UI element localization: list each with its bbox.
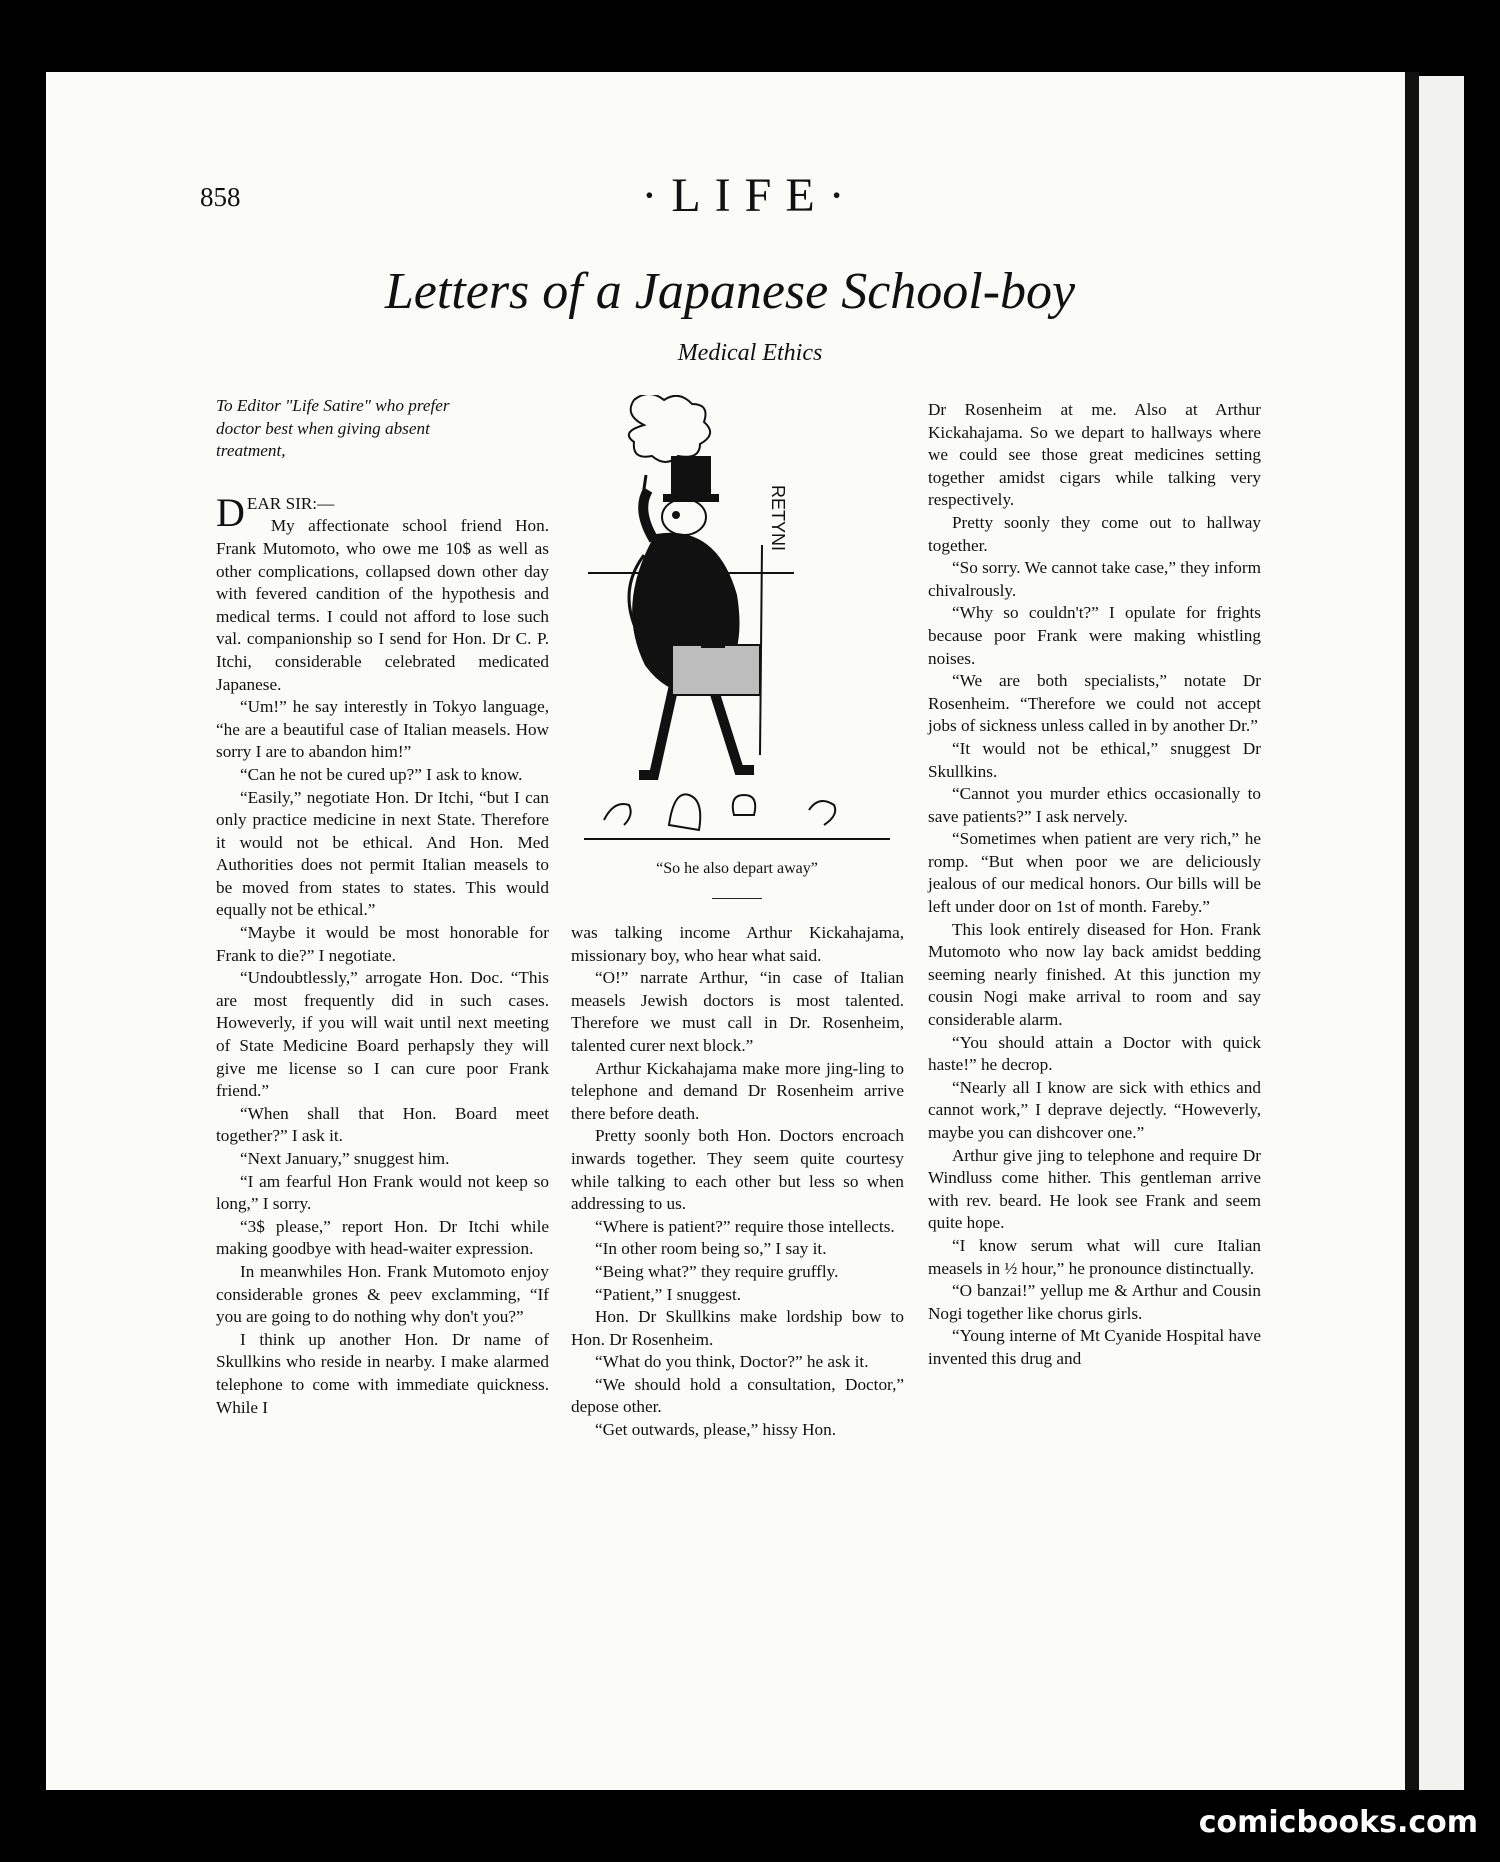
paragraph: “Nearly all I know are sick with ethics and cannot work,” I deprave dejectly. “Howeverly, maybe you can dishcover one.” bbox=[928, 1077, 1261, 1142]
column-1 bbox=[216, 395, 549, 1419]
paragraph: “Maybe it would be most honorable for Frank to die?” I negotiate. bbox=[216, 923, 549, 965]
paragraph: I think up another Hon. Dr name of Skullkins who reside in nearby. I make alarmed telephone to come with immediate quickness. While I bbox=[216, 1329, 549, 1417]
paragraph: “O!” narrate Arthur, “in case of Italian measels Jewish doctors is most talented. Therefore we must call in Dr. Rosenheim, talented curer next block.” bbox=[571, 968, 904, 1055]
paragraph: was talking income Arthur Kickahajama, missionary boy, who hear what said. bbox=[571, 923, 904, 965]
salutation-text: EAR SIR:— bbox=[246, 493, 335, 513]
paragraph: “You should attain a Doctor with quick haste!” he decrop. bbox=[928, 1032, 1261, 1075]
paragraph: “I know serum what will cure Italian measels in ½ hour,” he pronounce distinctually. bbox=[928, 1235, 1261, 1278]
paragraph: In meanwhiles Hon. Frank Mutomoto enjoy considerable grones & peev exclamming, “If you are going to do nothing why don't you?” bbox=[216, 1261, 549, 1327]
paragraph: Arthur give jing to telephone and require Dr Windluss come hither. This gentleman arrive with rev. beard. He look see Frank and seem quite hope. bbox=[928, 1145, 1261, 1233]
smoke-cloud bbox=[629, 395, 710, 462]
paragraph: Pretty soonly they come out to hallway together. bbox=[928, 512, 1261, 555]
paragraph: “Why so couldn't?” I opulate for frights because poor Frank were making whistling noises. bbox=[928, 603, 1261, 668]
paragraph: “Young interne of Mt Cyanide Hospital have invented this drug and bbox=[928, 1326, 1261, 1368]
paragraph: “Where is patient?” require those intellects. bbox=[595, 1216, 895, 1236]
masthead: ·LIFE· bbox=[641, 169, 859, 222]
page-spine bbox=[1405, 72, 1419, 1790]
paragraph: “In other room being so,” I say it. bbox=[595, 1239, 827, 1259]
cartoon-signature: RETYNI bbox=[768, 485, 788, 552]
dedication-line: doctor best when giving absent bbox=[216, 418, 430, 438]
article-title: Letters of a Japanese School-boy bbox=[384, 263, 1076, 320]
paragraph: Arthur Kickahajama make more jing-ling to telephone and demand Dr Rosenheim arrive there before death. bbox=[571, 1058, 904, 1123]
column-3 bbox=[928, 399, 1261, 1371]
paragraph: Pretty soonly both Hon. Doctors encroach inwards together. They seem quite courtesy while talking to each other but less so when addressing to us. bbox=[571, 1126, 904, 1214]
paragraph: “It would not be ethical,” snuggest Dr Skullkins. bbox=[928, 738, 1261, 781]
paragraph: “We should hold a consultation, Doctor,” depose other. bbox=[571, 1374, 904, 1417]
site-watermark: comicbooks.com bbox=[1198, 1805, 1478, 1840]
paragraph: “Cannot you murder ethics occasionally to save patients?” I ask nervely. bbox=[928, 784, 1261, 826]
paragraph: “Being what?” they require gruffly. bbox=[595, 1261, 839, 1281]
dedication-line: treatment, bbox=[216, 441, 286, 461]
paragraph: “What do you think, Doctor?” he ask it. bbox=[595, 1352, 869, 1372]
salutation bbox=[216, 489, 549, 535]
paragraph: Hon. Dr Skullkins make lordship bow to Hon. Dr Rosenheim. bbox=[571, 1307, 904, 1349]
drop-cap: D bbox=[216, 489, 245, 535]
paragraph: “3$ please,” report Hon. Dr Itchi while making goodbye with head-waiter expression. bbox=[216, 1216, 549, 1259]
paragraph: Dr Rosenheim at me. Also at Arthur Kickahajama. So we depart to hallways where we could see those great medicines setting together amidst cigars while talking very respectively. bbox=[928, 400, 1261, 510]
paragraph: “So sorry. We cannot take case,” they inform chivalrously. bbox=[928, 558, 1261, 600]
paragraph: “Get outwards, please,” hissy Hon. bbox=[595, 1420, 837, 1440]
paragraph: “Easily,” negotiate Hon. Dr Itchi, “but I can only practice medicine in next State. Therefore it would not be ethical. And Hon. Med Authorities does not permit Italian measels to be moved from states to states. This would equally not be ethical.” bbox=[216, 787, 549, 920]
dedication bbox=[216, 395, 549, 463]
paragraph: “I am fearful Hon Frank would not keep so long,” I sorry. bbox=[216, 1171, 549, 1214]
adjacent-page-edge bbox=[1419, 76, 1464, 1790]
paragraph: “Um!” he say interestly in Tokyo language, “he are a beautiful case of Italian measels. How sorry I are to abandon him!” bbox=[216, 697, 549, 762]
cartoon-illustration bbox=[584, 395, 890, 845]
paragraph: “We are both specialists,” notate Dr Rosenheim. “Therefore we could not accept jobs of sickness unless called in by another Dr.” bbox=[928, 671, 1261, 736]
caption-divider bbox=[712, 898, 762, 899]
paragraph: This look entirely diseased for Hon. Frank Mutomoto who now lay back amidst bedding seeming nearly finished. At this junction my cousin Nogi make arrival to room and say considerable alarm. bbox=[928, 919, 1261, 1030]
paragraph: “O banzai!” yellup me & Arthur and Cousin Nogi together like chorus girls. bbox=[928, 1281, 1261, 1323]
page-number: 858 bbox=[200, 182, 241, 212]
article-subtitle: Medical Ethics bbox=[677, 340, 823, 366]
paragraph: “Sometimes when patient are very rich,” he romp. “But when poor we are deliciously jealous of our medical honors. Our bills will be left under door on 1st of month. Fareby.” bbox=[928, 829, 1261, 917]
cartoon-caption: “So he also depart away” bbox=[656, 860, 818, 877]
paragraph: “When shall that Hon. Board meet together?” I ask it. bbox=[216, 1103, 549, 1146]
paragraph: “Patient,” I snuggest. bbox=[595, 1284, 742, 1304]
dedication-line: To Editor "Life Satire" who prefer bbox=[216, 396, 450, 415]
paragraph: “Can he not be cured up?” I ask to know. bbox=[240, 764, 523, 784]
paragraph: “Next January,” snuggest him. bbox=[240, 1149, 450, 1168]
paragraph: My affectionate school friend Hon. Frank Mutomoto, who owe me 10$ as well as other complications, collapsed down other day with fevered candition of the hypothesis and medical terms. I could not afford to lose such val. companionship so I send for Hon. Dr C. P. Itchi, considerable celebrated medicated Japanese. bbox=[216, 516, 549, 694]
paragraph: “Undoubtlessly,” arrogate Hon. Doc. “This are most frequently did in such cases. Howeverly, if you will wait until next meeting of State Medicine Board perhapsly they will give me license so I can cure poor Frank friend.” bbox=[216, 968, 549, 1101]
column-2 bbox=[571, 922, 904, 1442]
